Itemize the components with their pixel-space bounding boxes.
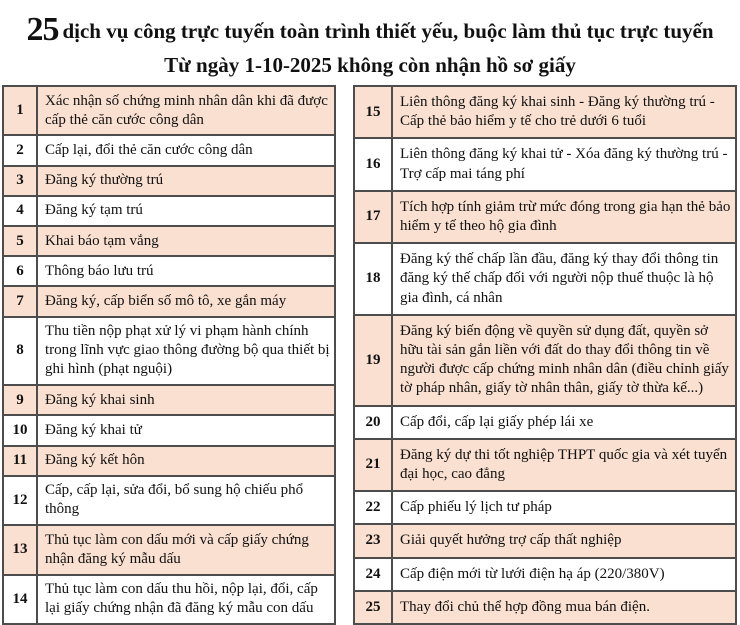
row-label xyxy=(393,440,735,490)
row-label-text: Đăng ký khai sinh xyxy=(45,391,155,408)
table-row xyxy=(4,386,334,416)
row-number: 15 xyxy=(355,87,393,137)
row-label-text: Liên thông đăng ký khai tử - Xóa đăng ký thường trú - Trợ cấp mai táng phí xyxy=(400,146,728,182)
table-row xyxy=(355,87,735,139)
row-label-text: Đăng ký thường trú xyxy=(45,172,164,189)
row-label xyxy=(38,136,334,164)
row-label-text: Thay đổi chủ thể hợp đồng mua bán điện. xyxy=(400,598,650,615)
row-label xyxy=(393,87,735,137)
row-label-text: Tích hợp tính giảm trừ mức đóng trong gia hạn thẻ bảo hiểm y tế theo hộ gia đình xyxy=(400,198,731,234)
services-table-left xyxy=(2,85,336,625)
table-row xyxy=(355,139,735,191)
row-label xyxy=(38,257,334,285)
row-label-text: Đăng ký biến động về quyền sử dụng đất, quyền sở hữu tài sản gắn liền với đất do thay đổi thông tin về người được cấp chứng minh nhân dân (điều chỉnh giấy tờ pháp nhân, giấy tờ nhân thân, giấy tờ thừa kế...) xyxy=(400,322,729,397)
row-number: 22 xyxy=(355,492,393,523)
row-number: 18 xyxy=(355,244,393,314)
row-number: 20 xyxy=(355,407,393,438)
row-number: 3 xyxy=(4,167,38,195)
row-number: 25 xyxy=(355,592,393,623)
row-number: 12 xyxy=(4,477,38,524)
row-label xyxy=(38,576,334,623)
table-row xyxy=(4,416,334,446)
row-label-text: Thu tiền nộp phạt xử lý vi phạm hành chính trong lĩnh vực giao thông đường bộ qua thiết bị ghi hình (phạt nguội) xyxy=(45,323,330,378)
row-label-text: Khai báo tạm vắng xyxy=(45,232,159,249)
row-label-text: Đăng ký dự thi tốt nghiệp THPT quốc gia và xét tuyển đại học, cao đẳng xyxy=(400,446,728,482)
title-line-1 xyxy=(6,8,734,52)
table-row xyxy=(4,576,334,623)
row-label xyxy=(38,477,334,524)
row-number: 10 xyxy=(4,416,38,444)
row-label-text: Đăng ký tạm trú xyxy=(45,202,143,219)
row-label-text: Đăng ký khai tử xyxy=(45,421,142,438)
row-label-text: Thủ tục làm con dấu mới và cấp giấy chứng nhận đăng ký mẫu dấu xyxy=(45,531,309,567)
table-row xyxy=(355,407,735,440)
row-label xyxy=(393,139,735,189)
row-label xyxy=(393,592,735,623)
row-number: 17 xyxy=(355,192,393,242)
table-row xyxy=(4,87,334,136)
row-label-text: Cấp đổi, cấp lại giấy phép lái xe xyxy=(400,413,594,430)
table-row xyxy=(4,287,334,317)
table-row xyxy=(4,318,334,387)
row-label-text: Xác nhận số chứng minh nhân dân khi đã được cấp thẻ căn cước công dân xyxy=(45,92,328,128)
row-label-text: Cấp điện mới từ lưới điện hạ áp (220/380V) xyxy=(400,565,665,582)
row-label-text: Cấp, cấp lại, sửa đổi, bổ sung hộ chiếu phổ thông xyxy=(45,482,304,518)
row-label xyxy=(38,386,334,414)
table-row xyxy=(4,477,334,526)
row-label xyxy=(393,316,735,405)
row-label xyxy=(393,492,735,523)
row-label xyxy=(393,407,735,438)
row-label xyxy=(38,167,334,195)
tables-container xyxy=(0,85,740,625)
row-number: 14 xyxy=(4,576,38,623)
table-row xyxy=(4,197,334,227)
row-label xyxy=(38,447,334,475)
row-number: 21 xyxy=(355,440,393,490)
row-label xyxy=(38,318,334,385)
row-number: 24 xyxy=(355,559,393,590)
table-row xyxy=(355,192,735,244)
table-row xyxy=(355,316,735,407)
row-label xyxy=(393,559,735,590)
row-label xyxy=(38,197,334,225)
table-row xyxy=(4,227,334,257)
row-number: 4 xyxy=(4,197,38,225)
row-number: 11 xyxy=(4,447,38,475)
row-number: 6 xyxy=(4,257,38,285)
table-row xyxy=(4,136,334,166)
row-label xyxy=(393,525,735,556)
row-label-text: Thông báo lưu trú xyxy=(45,262,154,279)
row-label xyxy=(38,87,334,134)
row-label-text: Cấp lại, đổi thẻ căn cước công dân xyxy=(45,141,253,158)
row-label xyxy=(38,526,334,573)
row-number: 2 xyxy=(4,136,38,164)
row-label xyxy=(38,416,334,444)
title-number: 25 xyxy=(26,11,59,48)
row-label xyxy=(393,192,735,242)
row-number: 8 xyxy=(4,318,38,385)
title-line-2: Từ ngày 1-10-2025 không còn nhận hồ sơ giấy xyxy=(164,53,576,78)
row-label-text: Cấp phiếu lý lịch tư pháp xyxy=(400,499,552,516)
row-number: 13 xyxy=(4,526,38,573)
row-label xyxy=(38,287,334,315)
row-number: 9 xyxy=(4,386,38,414)
title-text: dịch vụ công trực tuyến toàn trình thiết yếu, buộc làm thủ tục trực tuyến xyxy=(62,19,714,43)
table-row xyxy=(355,492,735,525)
page-title xyxy=(0,0,740,85)
table-row xyxy=(4,526,334,575)
row-label-text: Đăng ký thế chấp lần đầu, đăng ký thay đổi thông tin đăng ký thế chấp đối với người nộp thuế thuộc là hộ gia đình, cá nhân xyxy=(400,251,719,306)
row-number: 16 xyxy=(355,139,393,189)
table-row xyxy=(355,592,735,623)
row-number: 19 xyxy=(355,316,393,405)
table-row xyxy=(4,447,334,477)
row-label-text: Thủ tục làm con dấu thu hồi, nộp lại, đổi, cấp lại giấy chứng nhận đã đăng ký mẫu con dấu xyxy=(45,581,318,617)
row-number: 23 xyxy=(355,525,393,556)
table-row xyxy=(4,257,334,287)
table-row xyxy=(4,167,334,197)
row-label-text: Giải quyết hưởng trợ cấp thất nghiệp xyxy=(400,532,622,549)
row-label-text: Đăng ký kết hôn xyxy=(45,452,145,469)
row-number: 1 xyxy=(4,87,38,134)
table-row xyxy=(355,440,735,492)
table-row xyxy=(355,525,735,558)
row-label-text: Liên thông đăng ký khai sinh - Đăng ký thường trú - Cấp thẻ bảo hiểm y tế cho trẻ dưới 6 tuổi xyxy=(400,94,715,130)
row-number: 7 xyxy=(4,287,38,315)
row-label xyxy=(38,227,334,255)
row-label xyxy=(393,244,735,314)
table-row xyxy=(355,559,735,592)
services-table-right xyxy=(353,85,737,625)
row-label-text: Đăng ký, cấp biển số mô tô, xe gắn máy xyxy=(45,292,287,309)
row-number: 5 xyxy=(4,227,38,255)
table-row xyxy=(355,244,735,316)
